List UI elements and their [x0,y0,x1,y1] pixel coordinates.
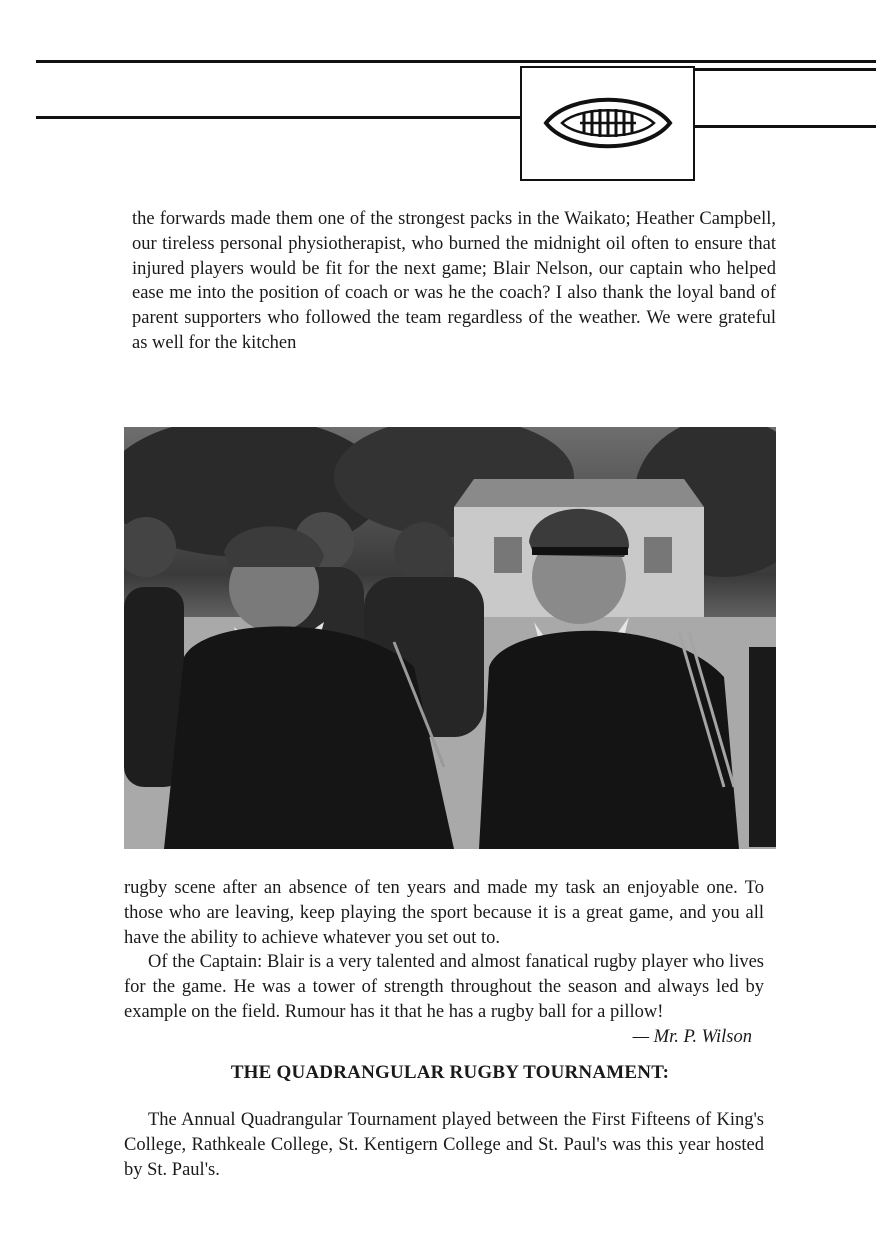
header-rule-top [36,60,876,63]
header-emblem [520,66,695,181]
tournament-text [124,1108,764,1182]
captain-paragraph: Of the Captain: Blair is a very talented and almost fanatical rugby player who lives for the game. He was a tower of strength throughout the season and always led by example on the field. Rumour has it that he has a rugby ball for a pillow! [124,952,764,1022]
continued-paragraph: rugby scene after an absence of ten years and made my task an enjoyable one. To those who are leaving, keep playing the sport because it is a great game, and you all have the ability to achieve whatever you set out to. [124,878,764,948]
header-rule-bottom-left [36,116,520,119]
header-rule-top-right [695,68,876,71]
header-rule-bottom-right [695,125,876,128]
bottom-text [124,876,764,1050]
rugby-ball-icon [540,88,676,158]
tournament-paragraph: The Annual Quadrangular Tournament played between the First Fifteens of King's College, Rathkeale College, St. Kentigern College and St. Paul's was this year hosted by St. Paul's. [124,1110,764,1180]
team-photo [124,427,776,849]
top-paragraph [132,207,776,356]
top-paragraph-text: the forwards made them one of the strongest packs in the Waikato; Heather Campbell, our tireless personal physiotherapist, who burned the midnight oil often to ensure that injured players would be fit for the next game; Blair Nelson, our captain who helped ease me into the position of coach or was he the coach? I also thank the loyal band of parent supporters who followed the team regardless of the weather. We were grateful as well for the kitchen [132,209,776,353]
signature: — Mr. P. Wilson [632,1026,752,1047]
section-heading: THE QUADRANGULAR RUGBY TOURNAMENT: [230,1062,670,1083]
